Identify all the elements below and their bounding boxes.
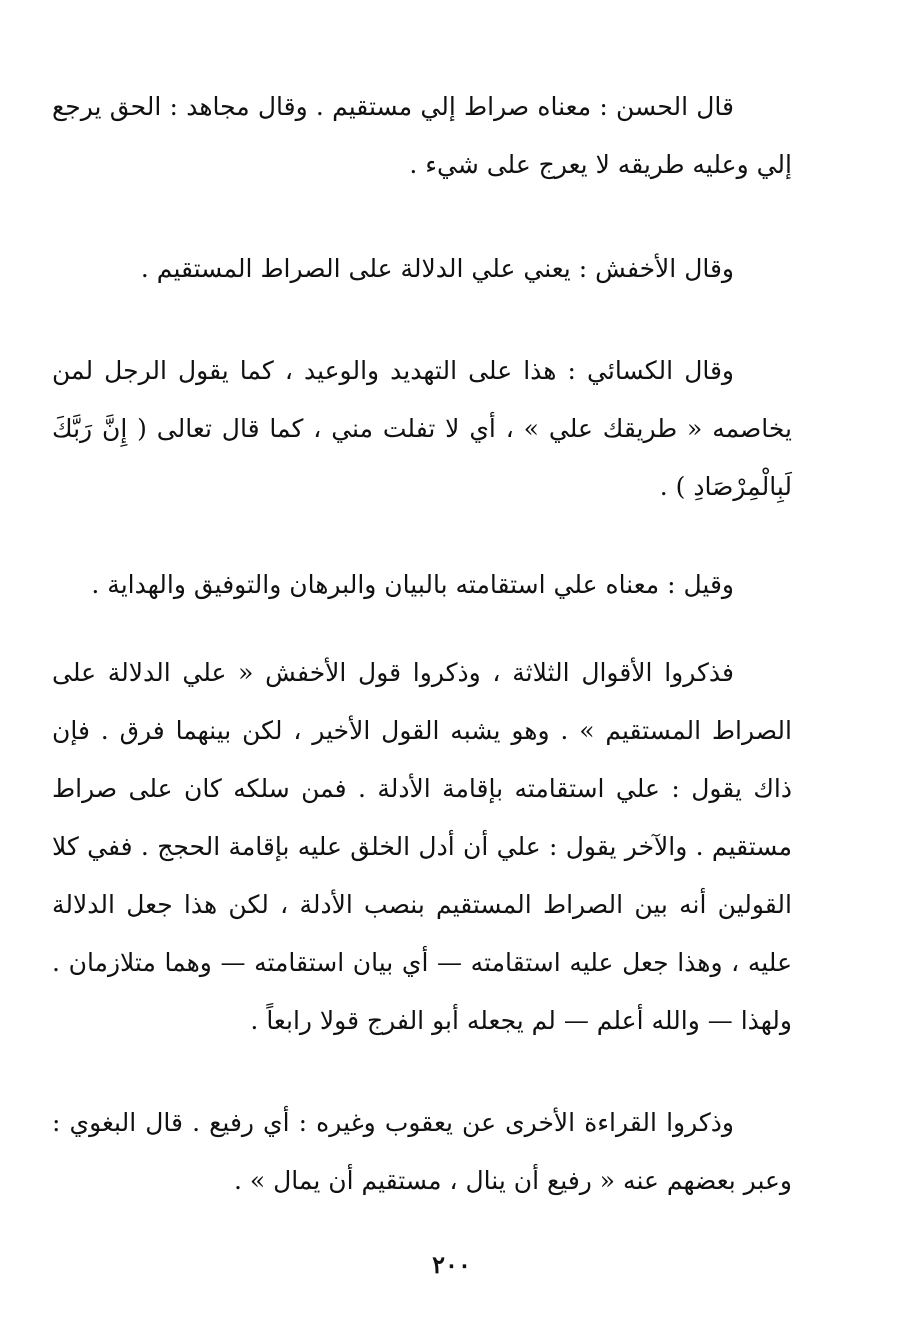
paragraph-text: وقيل : معناه علي استقامته بالبيان والبرهان والتوفيق والهداية . <box>91 570 734 599</box>
paragraph-text: وقال الأخفش : يعني علي الدلالة على الصراط المستقيم . <box>140 254 734 283</box>
paragraph-al-kisai <box>52 342 792 516</box>
paragraph-text: قال الحسن : معناه صراط إلي مستقيم . وقال مجاهد : الحق يرجع إلي وعليه طريقه لا يعرج على شيء . <box>52 92 792 179</box>
paragraph-text: وقال الكسائي : هذا على التهديد والوعيد ، كما يقول الرجل لمن يخاصمه « طريقك علي » ، أي لا تفلت مني ، كما قال تعالى ( إِنَّ رَبَّكَ لَبِالْمِرْصَادِ ) . <box>52 356 792 501</box>
page-number: ٢٠٠ <box>432 1250 471 1279</box>
paragraph-other-reading <box>52 1094 792 1210</box>
paragraph-three-sayings <box>52 644 792 1050</box>
paragraph-wa-qila <box>52 556 792 614</box>
paragraph-al-hasan <box>52 78 792 194</box>
paragraph-text: وذكروا القراءة الأخرى عن يعقوب وغيره : أي رفيع . قال البغوي : وعبر بعضهم عنه « رفيع أن ينال ، مستقيم أن يمال » . <box>52 1108 792 1195</box>
paragraph-al-akhfash <box>52 240 792 298</box>
paragraph-text: فذكروا الأقوال الثلاثة ، وذكروا قول الأخفش « علي الدلالة على الصراط المستقيم » . وهو يشبه القول الأخير ، لكن بينهما فرق . فإن ذاك يقول : علي استقامته بإقامة الأدلة . فمن سلكه كان على صراط مستقيم . والآخر يقول : علي أن أدل الخلق عليه بإقامة الحجج . ففي كلا القولين أنه بين الصراط المستقيم بنصب الأدلة ، لكن هذا جعل الدلالة عليه ، وهذا جعل عليه استقامته — أي بيان استقامته — وهما متلازمان . ولهذا — والله أعلم — لم يجعله أبو الفرج قولا رابعاً . <box>52 658 792 1035</box>
